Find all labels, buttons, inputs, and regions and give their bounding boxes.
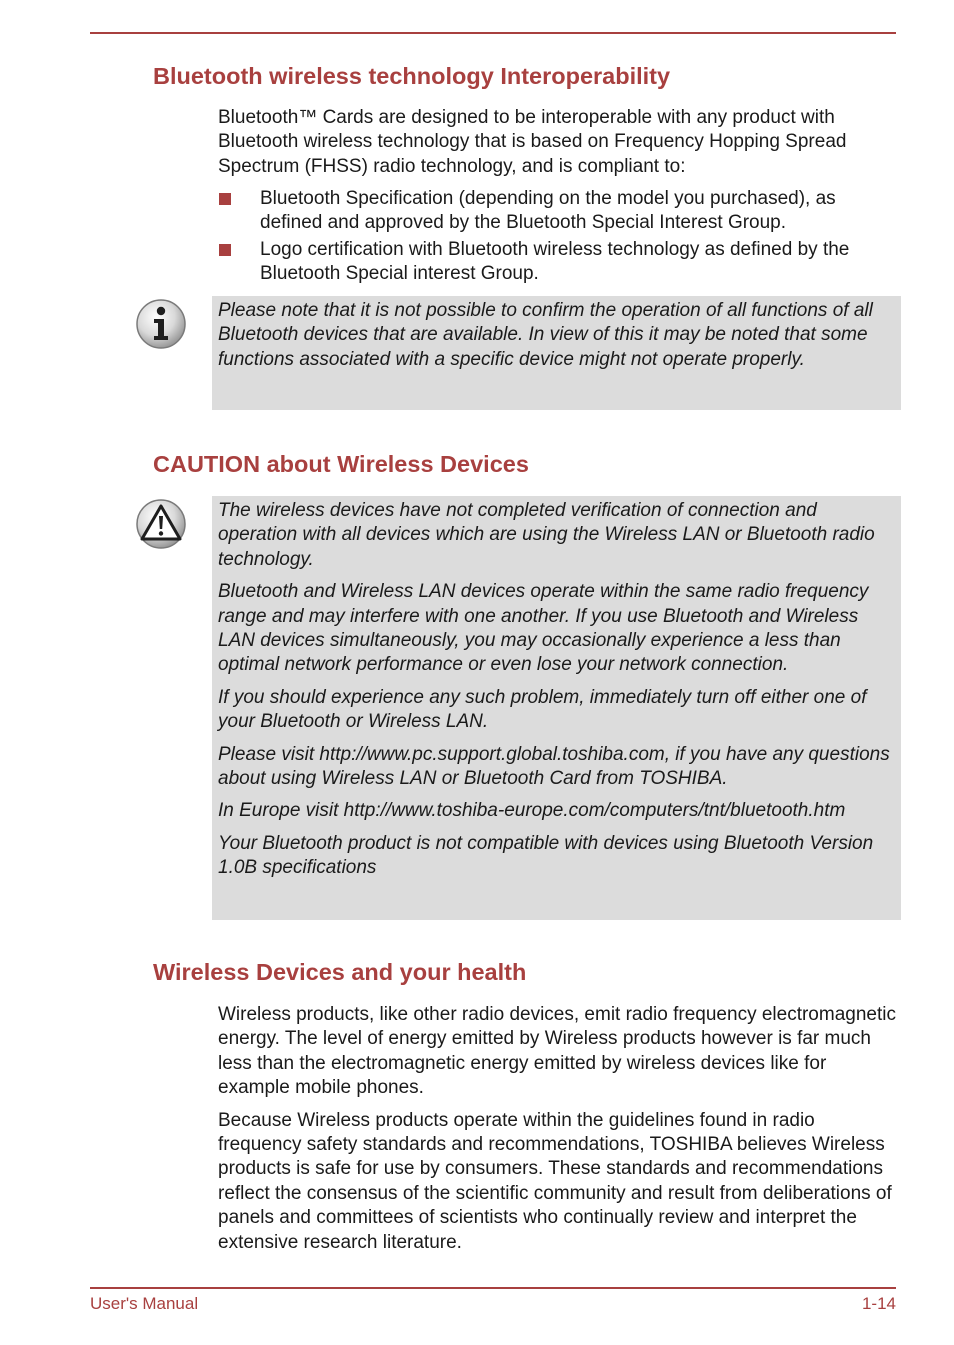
note-paragraph: Please note that it is not possible to confirm the operation of all functions of all Bluetooth devices that are available. In view of this it may be noted that some functions associated with a specific device might not operate properly. [218, 300, 873, 370]
section-heading-caution: CAUTION about Wireless Devices [153, 451, 529, 477]
footer-manual-title: User's Manual [90, 1294, 199, 1313]
warning-icon [135, 498, 187, 550]
note-paragraph: Your Bluetooth product is not compatible with devices using Bluetooth Version 1.0B specifications [218, 832, 874, 879]
section-heading-health: Wireless Devices and your health [153, 959, 527, 985]
info-note-box [212, 296, 901, 410]
list-item-text: Logo certification with Bluetooth wireless technology as defined by the Bluetooth Special interest Group. [260, 238, 850, 285]
footer-page-number: 1-14 [861, 1294, 896, 1313]
list-item [218, 187, 898, 236]
top-rule [90, 32, 896, 34]
section-heading-interoperability: Bluetooth wireless technology Interoperability [153, 63, 671, 89]
health-body [218, 1003, 898, 1263]
body-paragraph: Because Wireless products operate within the guidelines found in radio frequency safety standards and recommendations, TOSHIBA believes Wireless products is safe for use by consumers. These standards and recommendations reflect the consensus of the scientific community and result from deliberations of panels and committees of scientists who continually review and interpret the extensive research literature. [218, 1109, 892, 1253]
bullet-square-icon [219, 193, 231, 205]
interoperability-bullet-list [218, 187, 898, 289]
note-paragraph: Bluetooth and Wireless LAN devices operate within the same radio frequency range and may interfere with one another. If you use Bluetooth and Wireless LAN devices simultaneously, you may occasionally experience a less than optimal network performance or even lose your network connection. [218, 581, 869, 676]
list-item-text: Bluetooth Specification (depending on the model you purchased), as defined and approved by the Bluetooth Special Interest Group. [260, 188, 836, 234]
info-icon [135, 298, 187, 350]
note-paragraph: The wireless devices have not completed verification of connection and operation with all devices which are using the Wireless LAN or Bluetooth radio technology. [218, 500, 875, 570]
list-item [218, 238, 898, 287]
bottom-rule [90, 1287, 896, 1289]
body-paragraph: Wireless products, like other radio devices, emit radio frequency electromagnetic energy. The level of energy emitted by Wireless products however is far much less than the electromagnetic energy emitted by wireless devices like for example mobile phones. [218, 1004, 896, 1099]
bullet-square-icon [219, 244, 231, 256]
caution-note-box [212, 496, 901, 920]
interoperability-body [218, 106, 898, 187]
body-paragraph: Bluetooth™ Cards are designed to be interoperable with any product with Bluetooth wireless technology that is based on Frequency Hopping Spread Spectrum (FHSS) radio technology, and is compliant to: [218, 107, 847, 177]
note-paragraph: Please visit http://www.pc.support.global.toshiba.com, if you have any questions about using Wireless LAN or Bluetooth Card from TOSHIBA. [218, 743, 890, 790]
note-paragraph: If you should experience any such problem, immediately turn off either one of your Bluetooth or Wireless LAN. [218, 686, 867, 733]
note-paragraph: In Europe visit http://www.toshiba-europe.com/computers/tnt/bluetooth.htm [218, 800, 846, 822]
